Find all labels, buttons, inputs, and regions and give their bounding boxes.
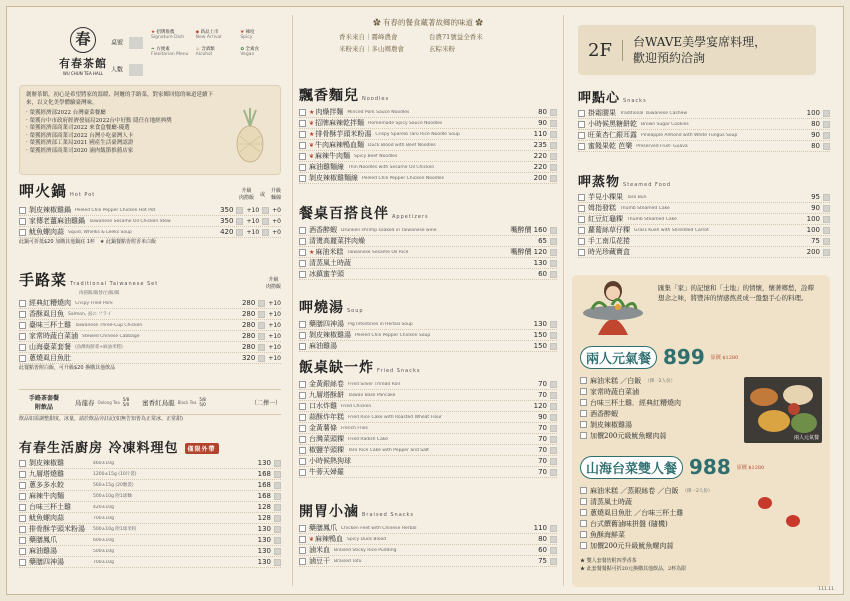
order-checkbox[interactable]	[19, 548, 26, 555]
qty-box[interactable]	[550, 458, 557, 465]
order-checkbox[interactable]	[299, 249, 306, 256]
set-item[interactable]: 加價200元級魷魚螺肉蒜	[580, 430, 730, 441]
order-checkbox[interactable]	[580, 388, 587, 395]
order-checkbox[interactable]	[299, 332, 306, 339]
qty-box[interactable]	[550, 558, 557, 565]
legend-new: ◆ 新品上市 New Arrival	[195, 30, 222, 40]
legend	[151, 29, 285, 57]
menu-item[interactable]: 小時候黑糖餅乾 Brown Sugar Cookies 80	[578, 119, 830, 130]
set-item[interactable]: 清蒸風土時蔬	[580, 496, 770, 507]
order-checkbox[interactable]	[19, 322, 26, 329]
menu-item[interactable]: 紅豆紅龜粿 Thumb Steamed Cake 100	[578, 214, 830, 225]
lantern-icon	[786, 515, 800, 527]
column-middle	[299, 7, 557, 594]
qty-box[interactable]	[274, 559, 281, 566]
menu-item[interactable]: 排骨酥芋頭米粉湯 500±10g 附1球米粉 130	[19, 524, 281, 535]
qty-box[interactable]	[258, 344, 265, 351]
order-checkbox[interactable]	[299, 547, 306, 554]
qty-box[interactable]	[550, 425, 557, 432]
handmade-upgrade-header: 升級 肉撈飯	[265, 277, 281, 290]
menu-item[interactable]: 藥膳鳳爪 600±10g 130	[19, 535, 281, 546]
star-icon: ★	[309, 108, 315, 116]
menu-item[interactable]: 剝皮辣椒雞 460±10g 130	[19, 458, 281, 469]
qty-box[interactable]	[823, 227, 830, 234]
menu-item[interactable]: 姆指發糕 Thumb Steamed Cake 90	[578, 203, 830, 214]
order-checkbox[interactable]	[19, 526, 26, 533]
drink-oolong[interactable]: 烏龍春 Oolong Tea 5/8 5/0	[75, 397, 130, 407]
qty-box[interactable]	[236, 229, 243, 236]
menu-item[interactable]: 山海臺菜套餐 (魚酥海鮮菜+麻油米糕) 280 +10	[19, 342, 281, 353]
soup-section	[299, 297, 557, 352]
order-checkbox[interactable]	[299, 238, 306, 245]
menu-item[interactable]: 滷米血 Braised Sticky Rice Pudding 60	[299, 545, 557, 556]
chef-illustration	[578, 277, 648, 337]
noodles-section	[299, 85, 557, 184]
chili-icon: ❦	[240, 30, 245, 35]
qty-box[interactable]	[258, 300, 265, 307]
award-item: · 榮獲經濟部工業局2021 國產生活臺灣認證	[26, 140, 134, 146]
menu-item[interactable]: ★ 麻油米糕 Taiwanese Sesame Oil Rice 嘴醉價 120	[299, 247, 557, 258]
menu-item[interactable]: 蜜餞果乾 芭樂 Preserved Fruit- Guava 80	[578, 141, 830, 152]
chili-icon: ❦	[309, 535, 315, 543]
order-checkbox[interactable]	[19, 333, 26, 340]
set-item[interactable]: 蔥燒虱目魚肚 ／台味三杯土雞	[580, 507, 770, 518]
order-checkbox[interactable]	[299, 175, 306, 182]
set-item[interactable]: 台式饌舊滷味拼盤 (隨機)	[580, 518, 770, 529]
qty-box[interactable]	[550, 469, 557, 476]
award-item: · 榮獲經濟部商業司2022 來食盒餐廳-優選	[26, 125, 130, 131]
qty-box[interactable]	[274, 460, 281, 467]
set-item[interactable]: 剝皮辣椒雞湯	[580, 419, 730, 430]
order-checkbox[interactable]	[299, 436, 306, 443]
set1-photo-label: 兩人元氣餐	[793, 435, 819, 441]
handmade-section	[19, 269, 281, 372]
hotpot-note: 此鍋可折抵$20 加購其他鍋底 1杯 ★ 此鍋餐點皆附香米白飯	[19, 239, 156, 245]
menu-item[interactable]: 小時候熱狗球 70	[299, 456, 557, 467]
intro-text: 創辦茶館，初心是希望將家的溫暖、阿嬤的手路菜，對家鄉回憶的味道延續下來，以文化美學體驗臺灣味。	[26, 92, 214, 106]
order-checkbox[interactable]	[299, 343, 306, 350]
pineapple-illustration	[230, 108, 270, 164]
star-icon: ★	[309, 130, 315, 138]
qty-box[interactable]	[258, 355, 265, 362]
menu-item[interactable]: 藥膳四神湯 700±10g 130	[19, 557, 281, 568]
order-checkbox[interactable]	[19, 515, 26, 522]
order-checkbox[interactable]	[578, 238, 585, 245]
hotpot-upgrade-header: 升級 肉撈飯 或 升級 麵線	[238, 188, 281, 201]
appetizers-title: 餐桌百搭良伴 Appetizers	[299, 206, 429, 222]
column-right	[570, 7, 838, 594]
qty-box[interactable]	[550, 227, 557, 234]
order-checkbox[interactable]	[19, 229, 26, 236]
order-checkbox[interactable]	[19, 218, 26, 225]
set1-items	[580, 375, 730, 441]
set2-name: 山海台菜雙人餐	[580, 456, 683, 479]
order-checkbox[interactable]	[19, 482, 26, 489]
menu-item[interactable]: 魷魚螺肉蒜 Squid, Whelks & Leeks Soup 420 +10 +0	[19, 227, 281, 238]
brand-block	[53, 27, 113, 76]
menu-item[interactable]: 口水炸雞 Fried Chicken 120	[299, 401, 557, 412]
hotpot-section	[19, 180, 281, 246]
order-checkbox[interactable]	[19, 311, 26, 318]
order-checkbox[interactable]	[580, 520, 587, 527]
order-checkbox[interactable]	[299, 536, 306, 543]
menu-page	[6, 6, 844, 595]
order-checkbox[interactable]	[578, 194, 585, 201]
menu-item[interactable]: 金黃銀絲卷 Fried Silver Thread Roll 70	[299, 379, 557, 390]
order-checkbox[interactable]	[299, 381, 306, 388]
qty-box[interactable]	[550, 536, 557, 543]
menu-item[interactable]: 藥膳鳳爪 Chicken Feet with Chinese Herbal 110	[299, 523, 557, 534]
qty-box[interactable]	[550, 249, 557, 256]
snacks-title: 呷點心 Snacks	[578, 91, 647, 106]
order-checkbox[interactable]	[578, 143, 585, 150]
order-checkbox[interactable]	[580, 421, 587, 428]
version-number: 111.11	[818, 587, 834, 592]
order-checkbox[interactable]	[19, 537, 26, 544]
order-checkbox[interactable]	[299, 458, 306, 465]
order-checkbox[interactable]	[299, 227, 306, 234]
set-item[interactable]: 台味三杯土雞．經典紅糟燒肉	[580, 397, 730, 408]
qty-box[interactable]	[550, 142, 557, 149]
qty-box[interactable]	[823, 121, 830, 128]
qty-box[interactable]	[550, 260, 557, 267]
set1-header	[580, 345, 738, 369]
order-checkbox[interactable]	[580, 509, 587, 516]
menu-item[interactable]: 剝皮辣椒雞麵線 Peeled Chili Pepper Chicken Noodles 200	[299, 173, 557, 184]
menu-item[interactable]: ❦ 麻辣牛肉麵 Spicy Beef Noodles 220	[299, 151, 557, 162]
menu-item[interactable]: 芋見小粿果 Taro Bun 95	[578, 192, 830, 203]
takeout-only-badge: 僅限外帶	[185, 443, 219, 454]
order-checkbox[interactable]	[580, 432, 587, 439]
menu-item[interactable]: 掛霜腰果 Traditional Taiwanese Cashew 100	[578, 108, 830, 119]
set2-items	[580, 485, 770, 551]
menu-item[interactable]: 藥膳四神湯 Pig Intestines in Herbal Soup 130	[299, 319, 557, 330]
qty-box[interactable]	[236, 207, 243, 214]
order-checkbox[interactable]	[19, 207, 26, 214]
qty-box[interactable]	[550, 447, 557, 454]
qty-box[interactable]	[262, 229, 269, 236]
set-note: ★ 雙人套餐皆附四季香茶	[580, 558, 637, 564]
menu-item[interactable]: ★ 排骨酥芋頭米粉湯 Crispy Spareib Taro Rice Noodle Soup 110	[299, 129, 557, 140]
steamed-title: 呷蒸物 Steamed Food	[578, 175, 671, 190]
order-checkbox[interactable]	[299, 142, 306, 149]
snacks-section	[578, 87, 830, 152]
leaf-icon: ❧	[151, 47, 155, 52]
order-checkbox[interactable]	[299, 469, 306, 476]
order-checkbox[interactable]	[578, 249, 585, 256]
order-checkbox[interactable]	[299, 131, 306, 138]
set-note: ★ 此套餐餐點可折20元換購其他飲品，2杯為限	[580, 566, 687, 572]
menu-item[interactable]: 麻油雞湯 500±10g 130	[19, 546, 281, 557]
sprout-icon: ✿	[240, 47, 245, 52]
order-checkbox[interactable]	[19, 460, 26, 467]
order-checkbox[interactable]	[19, 493, 26, 500]
menu-item[interactable]: 旺萊杏仁銀耳露 Pineapple Almond with White Fungus Soup 90	[578, 130, 830, 141]
menu-item[interactable]: 時光珍藏寶盒 200	[578, 247, 830, 258]
fried-title: 飯桌缺一炸 Fried Snacks	[299, 360, 421, 376]
braised-title: 開胃小滷 Braised Snacks	[299, 504, 415, 520]
order-checkbox[interactable]	[19, 471, 26, 478]
set-item[interactable]: 麻油米糕 ／白飯 （擇一2人份）	[580, 375, 730, 386]
order-checkbox[interactable]	[578, 205, 585, 212]
menu-item[interactable]: 家傳老薑麻油雞鍋 Taiwanese Sesame Oil Chicken Stew 350 +10 +0	[19, 216, 281, 227]
chili-icon: ❦	[309, 141, 315, 149]
legend-spicy: ❦ 辣度 Spicy	[240, 30, 255, 40]
set1-orig-price: 原價 $1280	[710, 354, 739, 361]
legend-flexitarian: ❧ 方便素 Flexitarian Menu	[151, 47, 189, 57]
menu-item[interactable]: 台灣菜頭粿 Fried Radish Cake 70	[299, 434, 557, 445]
set-item[interactable]: 魚酥海鮮菜	[580, 529, 770, 540]
legend-alcohol: ♨ 含酒類 Alcohol	[195, 47, 215, 57]
qty-box[interactable]	[258, 311, 265, 318]
set-meals-panel	[572, 275, 830, 587]
order-checkbox[interactable]	[299, 271, 306, 278]
qty-box[interactable]	[823, 194, 830, 201]
qty-box[interactable]	[274, 537, 281, 544]
set1-price: 899	[663, 345, 705, 369]
menu-item[interactable]: ❦ 麻辣鴨血 Spicy Duck Blood 80	[299, 534, 557, 545]
frozen-section	[19, 437, 281, 568]
qty-box[interactable]	[274, 515, 281, 522]
tagline: ✿ 有春的餐食藏著故鄉的味道 ✿	[373, 18, 483, 27]
set-item[interactable]: 酒香醉蝦	[580, 408, 730, 419]
set2-orig-price: 原價 $1280	[736, 464, 765, 471]
menu-item[interactable]: 金黃薯條 French Fries 70	[299, 423, 557, 434]
drinks-label: 手路茶套餐 附飲品	[28, 395, 59, 411]
qty-box[interactable]	[550, 164, 557, 171]
noodles-title: 飄香麵兒 Noodles	[299, 88, 390, 104]
award-item: · 榮獲經濟部2022 台灣臺菜餐廳	[26, 110, 106, 116]
order-checkbox[interactable]	[299, 260, 306, 267]
order-checkbox[interactable]	[578, 227, 585, 234]
drink-black-tea[interactable]: 蜜香紅烏龍 Black Tea 5/8 5/0	[142, 397, 206, 407]
order-checkbox[interactable]	[580, 410, 587, 417]
order-checkbox[interactable]	[19, 300, 26, 307]
set2-header	[580, 455, 764, 479]
qty-box[interactable]	[274, 471, 281, 478]
star-icon: ★	[309, 248, 315, 256]
column-divider	[292, 15, 293, 586]
menu-item[interactable]: ❦ 招牌麻辣乾拌麵 Homemade Spicy Sauce Noodles 90	[299, 118, 557, 129]
menu-item[interactable]: 麻辣牛肉麵 500±10g 附1球麵 168	[19, 491, 281, 502]
menu-item[interactable]: 台味三杯土雞 420±10g 128	[19, 502, 281, 513]
order-checkbox[interactable]	[299, 414, 306, 421]
qty-box[interactable]	[550, 547, 557, 554]
menu-item[interactable]: 清蒸風土時蔬 130	[299, 258, 557, 269]
order-checkbox[interactable]	[578, 216, 585, 223]
menu-item[interactable]: 剝皮辣椒雞鍋 Peeled Chili Pepper Chicken Hot Pot 350 +10 +0	[19, 205, 281, 216]
qty-box[interactable]	[274, 504, 281, 511]
menu-item[interactable]: 蘿蔔絲草仔粿 Grass Kueh with Shredded Carrot 100	[578, 225, 830, 236]
menu-item[interactable]: ❦ 牛肉麻辣鴨血麵 Duck Blood with Beef Noodles 235	[299, 140, 557, 151]
qty-box[interactable]	[550, 403, 557, 410]
qty-box[interactable]	[550, 321, 557, 328]
order-checkbox[interactable]	[578, 110, 585, 117]
order-checkbox[interactable]	[580, 487, 587, 494]
order-checkbox[interactable]	[580, 377, 587, 384]
menu-item[interactable]: 經典紅糟燒肉 Crispy Fried Pork 280 +10	[19, 298, 281, 309]
menu-item[interactable]: 手工南瓜花捲 75	[578, 236, 830, 247]
menu-item[interactable]: 滷豆干 Braised Tofu 75	[299, 556, 557, 567]
qty-box[interactable]	[550, 271, 557, 278]
soup-title: 呷燒湯 Soup	[299, 300, 364, 316]
qty-box[interactable]	[550, 525, 557, 532]
order-checkbox[interactable]	[19, 355, 26, 362]
set-notes	[580, 557, 820, 573]
qty-box[interactable]	[823, 132, 830, 139]
qty-box[interactable]	[262, 207, 269, 214]
order-checkbox[interactable]	[299, 447, 306, 454]
qty-box[interactable]	[550, 153, 557, 160]
qty-box[interactable]	[550, 392, 557, 399]
qty-box[interactable]	[823, 110, 830, 117]
menu-item[interactable]: 清燙高麗菜拌肉燥 65	[299, 236, 557, 247]
order-checkbox[interactable]	[580, 542, 587, 549]
order-checkbox[interactable]	[580, 531, 587, 538]
qty-box[interactable]	[550, 109, 557, 116]
chili-icon: ❦	[309, 152, 315, 160]
award-item: · 榮獲經濟部商業司2020 滷肉飯節推薦店家	[26, 147, 134, 154]
menu-item[interactable]: 九層塔燒雞 1200±15g (10片裝) 168	[19, 469, 281, 480]
qty-box[interactable]	[550, 175, 557, 182]
qty-box[interactable]	[274, 493, 281, 500]
people-count[interactable]: 人數	[111, 64, 143, 76]
menu-item[interactable]: 魷魚螺肉蒜 700±10g 128	[19, 513, 281, 524]
handmade-subline: 肉撈飯/飯替/白飯/飯	[79, 291, 120, 296]
menu-item[interactable]: 剝皮辣椒雞湯 Peeled Chili Pepper Chicken Soup 150	[299, 330, 557, 341]
handmade-title: 手路菜 Traditional Taiwanese Set	[19, 271, 159, 289]
order-checkbox[interactable]	[299, 164, 306, 171]
banquet-banner	[578, 25, 816, 75]
order-checkbox[interactable]	[19, 344, 26, 351]
menu-item[interactable]: 蔥燒虱目魚肚 320 +10	[19, 353, 281, 364]
drinks-note: 飲品如需調整甜度、冰量，請於飲品旁註記(如無告知皆為正常冰、正常甜)	[19, 416, 183, 422]
hotpot-title: 呷火鍋 Hot Pot	[19, 182, 96, 200]
menu-item[interactable]: 家常時蔬白菜滷 Stewed Chinese Cabbage 280 +10	[19, 331, 281, 342]
qty-box[interactable]	[258, 322, 265, 329]
award-item: · 榮獲經濟部商業司2022 台灣小吃臺灣人卡	[26, 132, 134, 139]
order-checkbox[interactable]	[19, 559, 26, 566]
frozen-title: 有春生活廚房 冷凍料理包 僅限外帶	[19, 437, 281, 456]
qty-box[interactable]	[823, 249, 830, 256]
qty-box[interactable]	[550, 436, 557, 443]
order-checkbox[interactable]	[299, 558, 306, 565]
award-item: · 榮獲台中市政府經濟發展局2022台中好點 隱任在地經典獎	[26, 117, 172, 124]
qty-box[interactable]	[274, 548, 281, 555]
intro-box	[19, 85, 281, 175]
legend-vegan: ✿ 全素食 Vegan	[240, 47, 260, 57]
set1-photo	[744, 377, 822, 443]
legend-signature: ★ 招牌推薦 Signature Dish	[151, 30, 185, 40]
menu-item[interactable]: 酒香醉蝦 Drunken shrimp soaked in Taiwanese wine 嘴醉價 160	[299, 225, 557, 236]
order-checkbox[interactable]	[578, 121, 585, 128]
banquet-line2: 歡迎預約洽詢	[632, 51, 705, 65]
menu-item[interactable]: 蒜酥炸年糕 Fried Rice Cake with Roasted Wheat Flour 90	[299, 412, 557, 423]
set-item[interactable]: 加價200元升級魷魚螺肉蒜	[580, 540, 770, 551]
qty-box[interactable]	[262, 218, 269, 225]
qty-box[interactable]	[550, 120, 557, 127]
set1-name: 兩人元氣餐	[580, 346, 657, 369]
qty-box[interactable]	[550, 414, 557, 421]
order-checkbox[interactable]	[299, 403, 306, 410]
qty-box[interactable]	[823, 216, 830, 223]
order-checkbox[interactable]	[299, 153, 306, 160]
order-checkbox[interactable]	[299, 321, 306, 328]
order-checkbox[interactable]	[580, 399, 587, 406]
order-checkbox[interactable]	[299, 425, 306, 432]
qty-box[interactable]	[550, 332, 557, 339]
drinks-section	[19, 389, 281, 423]
qty-box[interactable]	[550, 131, 557, 138]
menu-item[interactable]: 麻油雞麵線 Thin Noodles with Sesame Oil Chicken 220	[299, 162, 557, 173]
menu-item[interactable]: 香酥虱目魚 Salmon, 虱の フライ 280 +10	[19, 309, 281, 320]
qty-box[interactable]	[274, 526, 281, 533]
steamed-section	[578, 171, 830, 258]
order-checkbox[interactable]	[299, 109, 306, 116]
logo-mark: 春	[70, 27, 96, 53]
order-checkbox[interactable]	[299, 120, 306, 127]
qty-box[interactable]	[258, 333, 265, 340]
column-divider	[563, 15, 564, 586]
column-left	[17, 7, 285, 594]
qty-box[interactable]	[823, 205, 830, 212]
rice-sources: 香米來自｜霧峰農會 台農71號益全香米 米粉來自｜多山鄉農會 玄粽米粉	[339, 33, 483, 53]
brand-name: 有春茶館	[59, 57, 107, 70]
menu-item[interactable]: 牛蒡天婦羅 70	[299, 467, 557, 478]
star-icon: ★	[151, 30, 156, 35]
menu-item[interactable]: 蔥多多水餃 560±15g (20顆裝) 168	[19, 480, 281, 491]
order-checkbox[interactable]	[19, 504, 26, 511]
menu-item[interactable]: 麻油雞湯 150	[299, 341, 557, 352]
order-checkbox[interactable]	[580, 498, 587, 505]
handmade-note: 此餐點皆附白飯，可升級$20 換購其他飲品	[19, 365, 116, 371]
drinks-choice: （二擇一）	[250, 399, 281, 407]
braised-section	[299, 501, 557, 567]
qty-box[interactable]	[236, 218, 243, 225]
new-icon: ◆	[195, 30, 200, 35]
order-checkbox[interactable]	[299, 392, 306, 399]
qty-box[interactable]	[823, 143, 830, 150]
set-item[interactable]: 麻油米糕 ／蒸銀絲卷 ／白飯 （擇一2人份）	[580, 485, 770, 496]
chili-icon: ❦	[309, 119, 315, 127]
menu-item[interactable]: ★ 肉燥拌麵 Minced Pork Sauce Noodles 80	[299, 107, 557, 118]
appetizers-section	[299, 203, 557, 280]
table-number[interactable]: 桌號	[111, 37, 143, 49]
banquet-line1: 台WAVE美學宴席料理，	[632, 35, 767, 49]
sets-intro: 匯集「家」的記憶和「土地」的情懷，懷著鄉愁，詮釋想念之味，將豐沛的情感熬煮成一盤盤手心的料理。	[658, 284, 814, 302]
qty-box[interactable]	[550, 343, 557, 350]
fried-section	[299, 357, 557, 478]
order-checkbox[interactable]	[578, 132, 585, 139]
menu-item[interactable]: 九層塔酥餅 Taiwan Basil Pancake 70	[299, 390, 557, 401]
set-item[interactable]: 家常時蔬白菜滷	[580, 386, 730, 397]
qty-box[interactable]	[274, 482, 281, 489]
set2-price: 988	[689, 455, 731, 479]
lantern-icon	[758, 497, 772, 509]
order-checkbox[interactable]	[299, 525, 306, 532]
wine-icon: ♨	[195, 47, 200, 52]
floor-label: 2F	[578, 40, 623, 61]
menu-item[interactable]: 冰鎮蜜芋頭 60	[299, 269, 557, 280]
brand-en: WU CHUN TEA HALL	[62, 71, 104, 76]
qty-box[interactable]	[823, 238, 830, 245]
menu-item[interactable]: 臺味三杯土雞 Taiwanese Three-Cup Chicken 280 +10	[19, 320, 281, 331]
qty-box[interactable]	[550, 238, 557, 245]
qty-box[interactable]	[550, 381, 557, 388]
menu-item[interactable]: 椒鹽芋頭粿 Taro Rice Cake with Pepper and Salt 70	[299, 445, 557, 456]
